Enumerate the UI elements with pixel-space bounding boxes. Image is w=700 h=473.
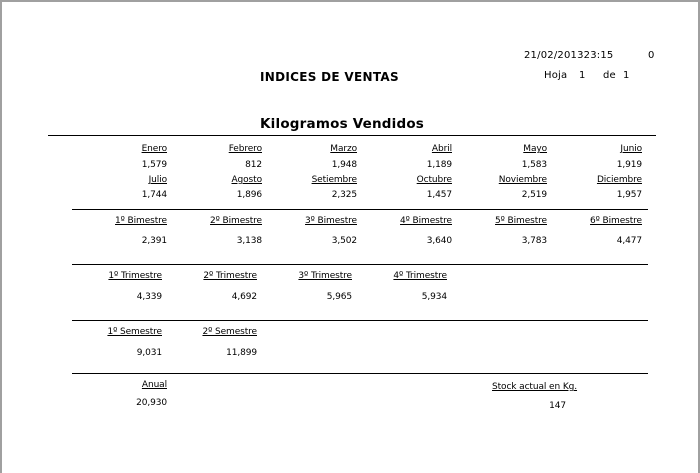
trimestre-label-1: 1º Trimestre	[108, 271, 162, 281]
month-value-abril: 1,189	[426, 160, 452, 170]
bimestre-value-5: 3,783	[521, 236, 547, 246]
month-value-julio: 1,744	[141, 190, 167, 200]
bimestre-label-6: 6º Bimestre	[590, 216, 642, 226]
month-value-junio: 1,919	[616, 160, 642, 170]
bimestre-label-5: 5º Bimestre	[495, 216, 547, 226]
bimestre-label-3: 3º Bimestre	[305, 216, 357, 226]
month-label-setiembre: Setiembre	[311, 175, 357, 185]
bimestre-value-1: 2,391	[141, 236, 167, 246]
trimestre-value-2: 4,692	[231, 292, 257, 302]
anual-value: 20,930	[136, 398, 167, 408]
month-value-mayo: 1,583	[521, 160, 547, 170]
month-value-febrero: 812	[245, 160, 262, 170]
page-total: 1	[623, 70, 630, 81]
page-current: 1	[579, 70, 586, 81]
bimestres-divider	[72, 209, 648, 210]
month-value-setiembre: 2,325	[331, 190, 357, 200]
trimestre-label-2: 2º Trimestre	[203, 271, 257, 281]
semestre-label-1: 1º Semestre	[107, 327, 162, 337]
stock-label: Stock actual en Kg.	[492, 382, 578, 392]
page-of-label: de	[603, 70, 616, 81]
main-divider	[48, 135, 656, 136]
report-datetime: 21/02/201323:15	[524, 50, 614, 61]
page-label: Hoja	[544, 70, 568, 81]
month-value-noviembre: 2,519	[521, 190, 547, 200]
trimestre-value-3: 5,965	[326, 292, 352, 302]
trimestres-divider	[72, 264, 648, 265]
month-label-abril: Abril	[431, 144, 452, 154]
month-label-noviembre: Noviembre	[498, 175, 547, 185]
month-value-marzo: 1,948	[331, 160, 357, 170]
report-title: INDICES DE VENTAS	[260, 70, 399, 84]
bimestre-value-6: 4,477	[616, 236, 642, 246]
semestre-value-1: 9,031	[136, 348, 162, 358]
semestres-divider	[72, 320, 648, 321]
month-label-febrero: Febrero	[228, 144, 262, 154]
trimestre-value-4: 5,934	[421, 292, 447, 302]
bimestre-label-1: 1º Bimestre	[115, 216, 167, 226]
stock-value: 147	[549, 401, 566, 411]
bimestre-label-2: 2º Bimestre	[210, 216, 262, 226]
trimestre-label-3: 3º Trimestre	[298, 271, 352, 281]
month-label-enero: Enero	[141, 144, 167, 154]
month-label-mayo: Mayo	[523, 144, 547, 154]
month-label-marzo: Marzo	[330, 144, 357, 154]
month-label-agosto: Agosto	[231, 175, 262, 185]
trimestre-value-1: 4,339	[136, 292, 162, 302]
bimestre-value-2: 3,138	[236, 236, 262, 246]
semestre-value-2: 11,899	[226, 348, 257, 358]
month-value-octubre: 1,457	[426, 190, 452, 200]
month-value-diciembre: 1,957	[616, 190, 642, 200]
month-label-julio: Julio	[148, 175, 167, 185]
report-subtitle: Kilogramos Vendidos	[260, 116, 425, 132]
month-label-octubre: Octubre	[416, 175, 452, 185]
bimestre-label-4: 4º Bimestre	[400, 216, 452, 226]
month-value-enero: 1,579	[141, 160, 167, 170]
anual-divider	[72, 373, 648, 374]
month-label-junio: Junio	[620, 144, 642, 154]
report-counter: 0	[648, 50, 655, 61]
semestre-label-2: 2º Semestre	[202, 327, 257, 337]
month-value-agosto: 1,896	[236, 190, 262, 200]
anual-label: Anual	[141, 380, 167, 390]
bimestre-value-3: 3,502	[331, 236, 357, 246]
trimestre-label-4: 4º Trimestre	[393, 271, 447, 281]
bimestre-value-4: 3,640	[426, 236, 452, 246]
month-label-diciembre: Diciembre	[596, 175, 642, 185]
